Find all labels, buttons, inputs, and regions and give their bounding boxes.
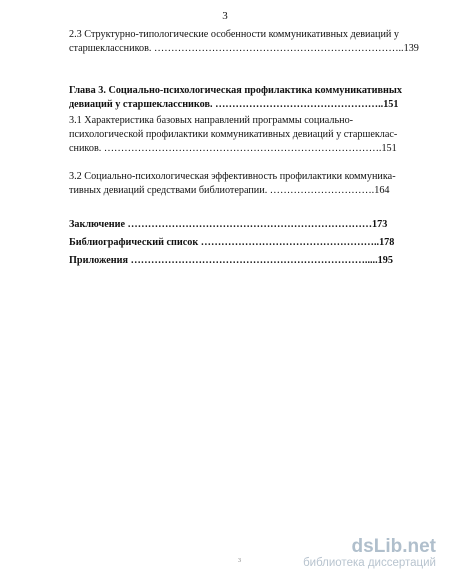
page-number: 3 (222, 10, 228, 22)
toc-line: тивных девиаций средствами библиотерапии. ………………………….164 (69, 185, 390, 196)
toc-line: Библиографический список ……………………………………………..178 (69, 237, 395, 248)
toc-entry-3-2 (69, 170, 409, 198)
toc-line: Глава 3. Социально-психологическая профилактика коммуникативных (69, 85, 402, 96)
watermark-logo: dsLib.net (351, 536, 436, 557)
toc-line: 3.1 Характеристика базовых направлений программы социально- (69, 115, 354, 126)
toc-line: старшеклассников. ………………………………………………………………..139 (69, 43, 419, 54)
toc-entry-conclusion (69, 218, 409, 232)
toc-line: девиаций у старшеклассников. …………………………………………..151 (69, 99, 399, 110)
watermark-subtitle: библиотека диссертаций (303, 557, 436, 569)
toc-line: 2.3 Структурно-типологические особенности коммуникативных девиаций у (69, 29, 400, 40)
toc-entry-bibliography (69, 236, 409, 250)
toc-entry-appendices (69, 254, 409, 268)
toc-line: сников. ……………………………………………………………………….151 (69, 143, 397, 154)
toc-entry-2-3 (69, 28, 419, 56)
toc-line: Приложения …………………………………………………………….....195 (69, 255, 393, 266)
toc-entry-chapter-3 (69, 84, 409, 112)
toc-entry-3-1 (69, 114, 409, 156)
footer-mark: 3 (238, 558, 241, 564)
watermark (303, 537, 436, 570)
toc-line: 3.2 Социально-психологическая эффективность профилактики коммуника- (69, 171, 396, 182)
toc-line: Заключение ………………………………………………………………173 (69, 219, 388, 230)
toc-line: психологической профилактики коммуникативных девиаций у старшеклас- (69, 129, 398, 140)
